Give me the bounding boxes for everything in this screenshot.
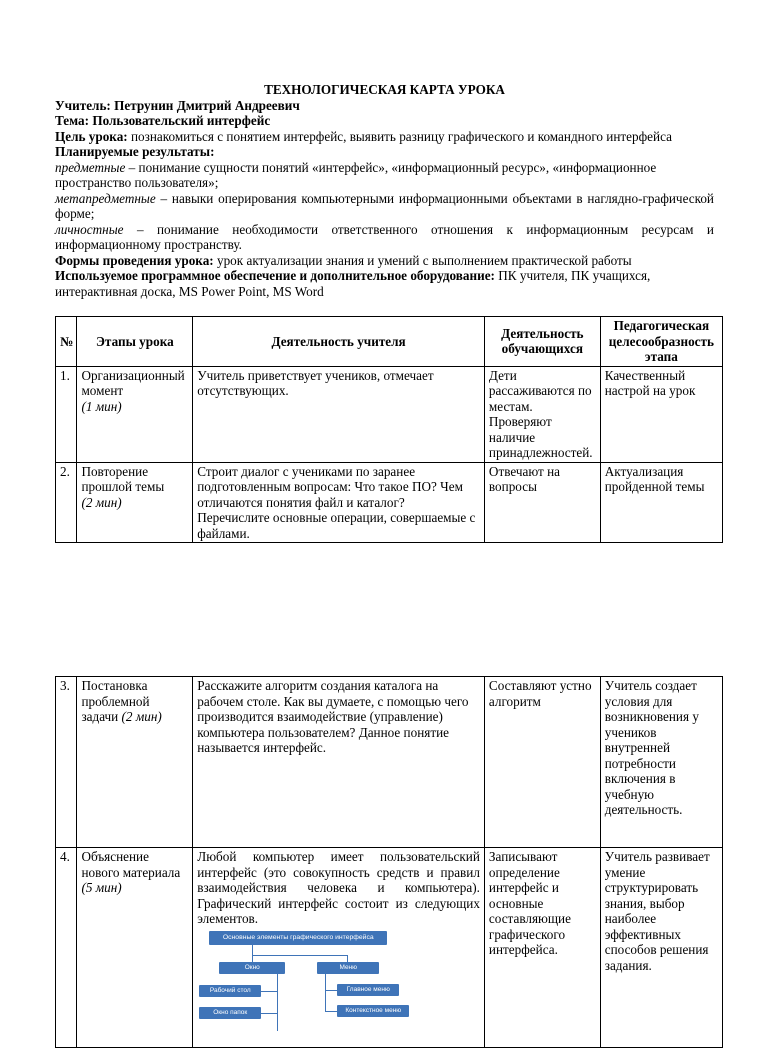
- row-teacher: Строит диалог с учениками по заранее подготовленным вопросам: Что такое ПО? Чем отличаются понятия файл и каталог? Перечислите основные операции, совершаемые с файлами.: [193, 462, 485, 543]
- table-row: [56, 366, 723, 462]
- diagram-connector: [347, 955, 348, 962]
- personal-text: – понимание необходимости ответственного отношения к информационным ресурсам и информационному пространству.: [55, 221, 714, 252]
- table-row: [56, 677, 723, 848]
- diagram-window-box: Окно: [219, 962, 285, 974]
- row-number: 2.: [56, 462, 77, 543]
- teacher-line: Учитель: Петрунин Дмитрий Андреевич: [55, 97, 300, 113]
- table-row: [56, 848, 723, 1048]
- goal-text: познакомиться с понятием интерфейс, выявить разницу графического и командного интерфейса: [127, 128, 672, 144]
- diagram-connector: [325, 990, 337, 991]
- gui-elements-diagram: [197, 931, 467, 1031]
- diagram-connector: [252, 955, 253, 962]
- row-purpose: Качественный настрой на урок: [600, 366, 722, 462]
- diagram-connector: [261, 1013, 277, 1014]
- row-stage-time: (5 мин): [81, 880, 122, 895]
- goal-line: [55, 129, 714, 145]
- table-row: [56, 462, 723, 543]
- column-header-teacher: Деятельность учителя: [193, 317, 485, 367]
- row-pupils: Записывают определение интерфейс и основные составляющие графического интерфейса.: [484, 848, 600, 1048]
- row-stage-name: Постановка проблемной задачи: [81, 678, 150, 724]
- row-teacher: Расскажите алгоритм создания каталога на рабочем столе. Как вы думаете, с помощью чего производится взаимодействие (управление) компьютера пользователем? Данное понятие называется интерфейс.: [193, 677, 485, 848]
- diagram-folder-window-box: Окно папок: [199, 1007, 261, 1019]
- lesson-header: [55, 82, 714, 299]
- forms-text: урок актуализации знания и умений с выполнением практической работы: [213, 252, 632, 268]
- column-header-number: №: [56, 317, 77, 367]
- topic-line: Тема: Пользовательский интерфейс: [55, 113, 271, 128]
- row-purpose: Актуализация пройденной темы: [600, 462, 722, 543]
- personal-label: личностные: [55, 221, 124, 237]
- subject-results: [55, 160, 714, 191]
- software-text: ПК учителя, ПК учащихся, интерактивная доска, MS Power Point, MS Word: [55, 268, 651, 299]
- row-stage: [77, 366, 193, 462]
- column-header-pupils: Деятельность обучающихся: [484, 317, 600, 367]
- software-label: Используемое программное обеспечение и дополнительное оборудование:: [55, 268, 495, 283]
- diagram-menu-box: Меню: [317, 962, 379, 974]
- row-stage-time: (2 мин): [121, 709, 162, 724]
- row-number: 4.: [56, 848, 77, 1048]
- personal-results: [55, 222, 714, 253]
- row-number: 3.: [56, 677, 77, 848]
- row-number: 1.: [56, 366, 77, 462]
- row-stage-name: Организационный момент: [81, 367, 185, 398]
- column-header-stages: Этапы урока: [77, 317, 193, 367]
- row-pupils: Отвечают на вопросы: [484, 462, 600, 543]
- row-purpose: Учитель создает условия для возникновения у учеников внутренней потребности включения в учебную деятельность.: [600, 677, 722, 848]
- diagram-connector: [252, 945, 253, 955]
- diagram-desktop-box: Рабочий стол: [199, 985, 261, 997]
- meta-results: [55, 191, 714, 222]
- subject-text: – понимание сущности понятий «интерфейс», «информационный ресурс», «информационное пространство пользователя»;: [55, 159, 657, 190]
- row-purpose: Учитель развивает умение структурировать знания, выбор наиболее эффективных способов решения задания.: [600, 848, 722, 1048]
- row-teacher-text: Любой компьютер имеет пользовательский интерфейс (это совокупность средств и правил взаимодействия человека и компьютера). Графический интерфейс состоит из следующих элементов.: [197, 849, 480, 926]
- row-stage: [77, 677, 193, 848]
- forms-line: [55, 253, 714, 269]
- row-teacher: Учитель приветствует учеников, отмечает отсутствующих.: [193, 366, 485, 462]
- meta-label: метапредметные: [55, 190, 156, 206]
- row-stage-name: Повторение прошлой темы: [81, 463, 165, 494]
- row-stage: [77, 848, 193, 1048]
- row-pupils: Составляют устно алгоритм: [484, 677, 600, 848]
- lesson-table-part-2: [55, 676, 723, 1048]
- meta-text: – навыки оперирования компьютерными информационными объектами в наглядно-графической форме;: [55, 190, 714, 221]
- diagram-connector: [252, 955, 348, 956]
- goal-label: Цель урока:: [55, 128, 128, 144]
- diagram-connector: [325, 974, 326, 1012]
- subject-label: предметные: [55, 159, 126, 175]
- row-stage-time: (2 мин): [81, 494, 122, 510]
- results-label: Планируемые результаты:: [55, 144, 215, 159]
- table-header-row: [56, 317, 723, 367]
- diagram-title-box: Основные элементы графического интерфейса: [209, 931, 387, 945]
- row-teacher: [193, 848, 485, 1048]
- diagram-connector: [325, 1011, 337, 1012]
- row-stage-name: Объяснение нового материала: [81, 849, 181, 880]
- software-line: [55, 268, 714, 299]
- diagram-context-menu-box: Контекстное меню: [337, 1005, 409, 1017]
- row-stage: [77, 462, 193, 543]
- forms-label: Формы проведения урока:: [55, 252, 214, 268]
- diagram-connector: [261, 991, 277, 992]
- document-title: ТЕХНОЛОГИЧЕСКАЯ КАРТА УРОКА: [264, 82, 505, 97]
- lesson-table-part-1: [55, 316, 723, 543]
- row-stage-time: (1 мин): [81, 398, 122, 414]
- diagram-main-menu-box: Главное меню: [337, 984, 399, 996]
- row-pupils: Дети рассаживаются по местам. Проверяют наличие принадлежностей.: [484, 366, 600, 462]
- column-header-purpose: Педагогическая целесообразность этапа: [600, 317, 722, 367]
- diagram-connector: [277, 974, 278, 1031]
